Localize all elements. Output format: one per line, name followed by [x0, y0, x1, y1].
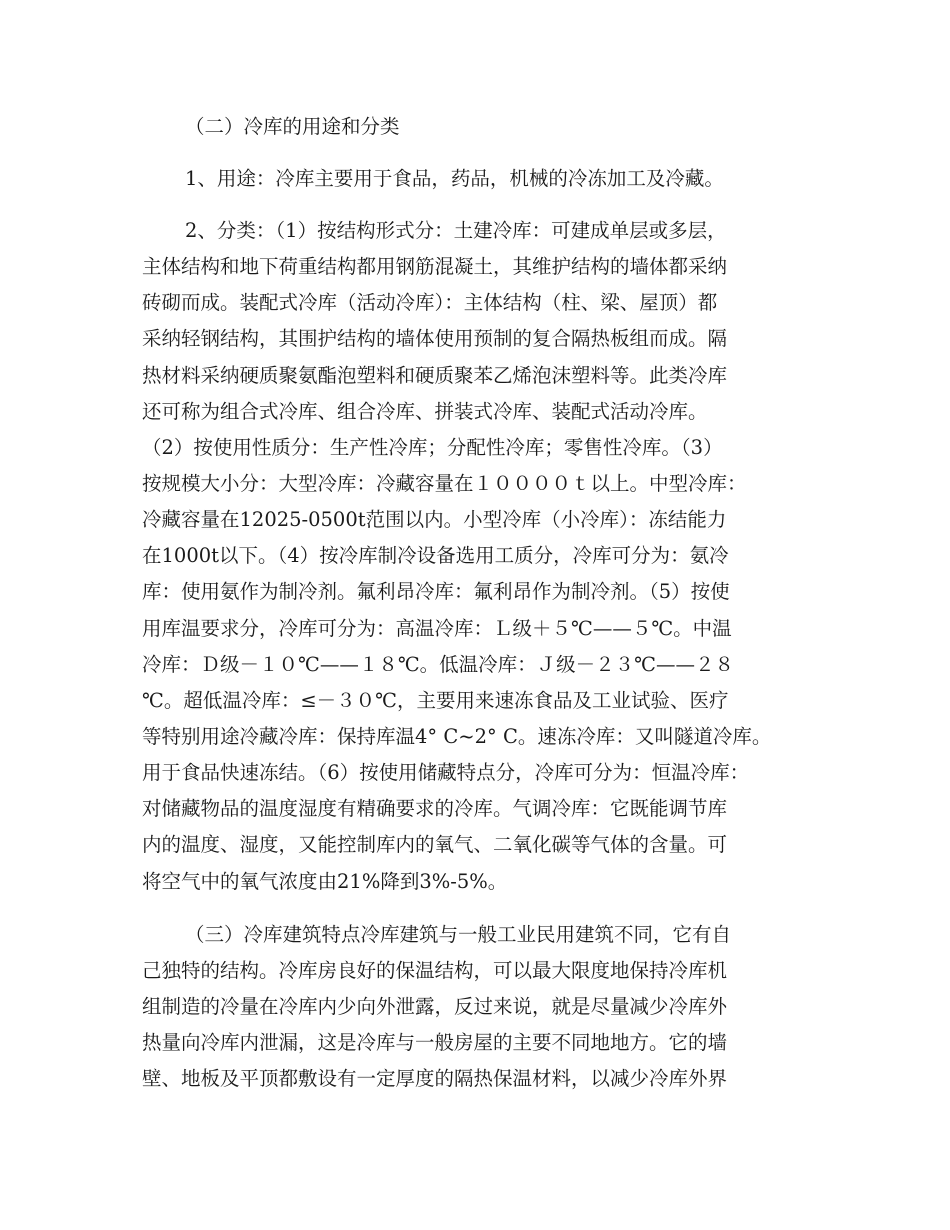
text-line: 冷库：Ｄ级－１０℃——１８℃。低温冷库：Ｊ级－２３℃——２８ — [142, 653, 734, 676]
text-line: 将空气中的氧气浓度由21%降到3%-5%。 — [142, 870, 508, 893]
text-line: ℃。超低温冷库：≤－３０℃，主要用来速冻食品及工业试验、医疗 — [142, 689, 729, 712]
text-line: （2）按使用性质分：生产性冷库；分配性冷库；零售性冷库。（3） — [142, 436, 723, 459]
text-line: 采纳轻钢结构，其围护结构的墙体使用预制的复合隔热板组而成。隔 — [142, 327, 728, 350]
text-line: 用于食品快速冻结。（6）按使用储藏特点分，冷库可分为：恒温冷库： — [142, 761, 750, 784]
text-line: 用库温要求分，冷库可分为：高温冷库：Ｌ级＋５℃——５℃。中温 — [142, 617, 732, 640]
section-heading: （二）冷库的用途和分类 — [185, 115, 400, 138]
text-line: 内的温度、湿度，又能控制库内的氧气、二氧化碳等气体的含量。可 — [142, 833, 728, 856]
text-line: 热量向冷库内泄漏，这是冷库与一般房屋的主要不同地地方。它的墙 — [142, 1031, 728, 1054]
text-line: 还可称为组合式冷库、组合冷库、拼装式冷库、装配式活动冷库。 — [142, 400, 708, 423]
text-line: 冷藏容量在12025-0500t范围以内。小型冷库（小冷库）：冻结能力 — [142, 508, 727, 531]
text-line: 己独特的结构。冷库房良好的保温结构，可以最大限度地保持冷库机 — [142, 959, 728, 982]
text-line: 在1000t以下。（4）按冷库制冷设备选用工质分，冷库可分为：氨冷 — [142, 544, 729, 567]
text-line: 2、分类：（1）按结构形式分：土建冷库：可建成单层或多层， — [185, 219, 727, 242]
text-line: （三）冷库建筑特点冷库建筑与一般工业民用建筑不同，它有自 — [185, 923, 732, 946]
text-line: 等特别用途冷藏冷库：保持库温4° C~2° C。速冻冷库：又叫隧道冷库。 — [142, 725, 772, 748]
text-line: 组制造的冷量在冷库内少向外泄露，反过来说，就是尽量减少冷库外 — [142, 995, 728, 1018]
text-line: 砖砌而成。装配式冷库（活动冷库）：主体结构（柱、梁、屋顶）都 — [142, 291, 718, 314]
usage-paragraph: 1、用途：冷库主要用于食品，药品，机械的冷冻加工及冷藏。 — [185, 167, 724, 190]
text-line: 热材料采纳硬质聚氨酯泡塑料和硬质聚苯乙烯泡沫塑料等。此类冷库 — [142, 364, 728, 387]
text-line: 库：使用氨作为制冷剂。氟利昂冷库：氟利昂作为制冷剂。（5）按使 — [142, 580, 730, 603]
text-line: 按规模大小分：大型冷库：冷藏容量在１００００ｔ以上。中型冷库： — [142, 472, 747, 495]
text-line: 主体结构和地下荷重结构都用钢筋混凝土，其维护结构的墙体都采纳 — [142, 255, 728, 278]
text-line: 对储藏物品的温度湿度有精确要求的冷库。气调冷库：它既能调节库 — [142, 797, 728, 820]
text-line: 壁、地板及平顶都敷设有一定厚度的隔热保温材料，以减少冷库外界 — [142, 1067, 728, 1090]
